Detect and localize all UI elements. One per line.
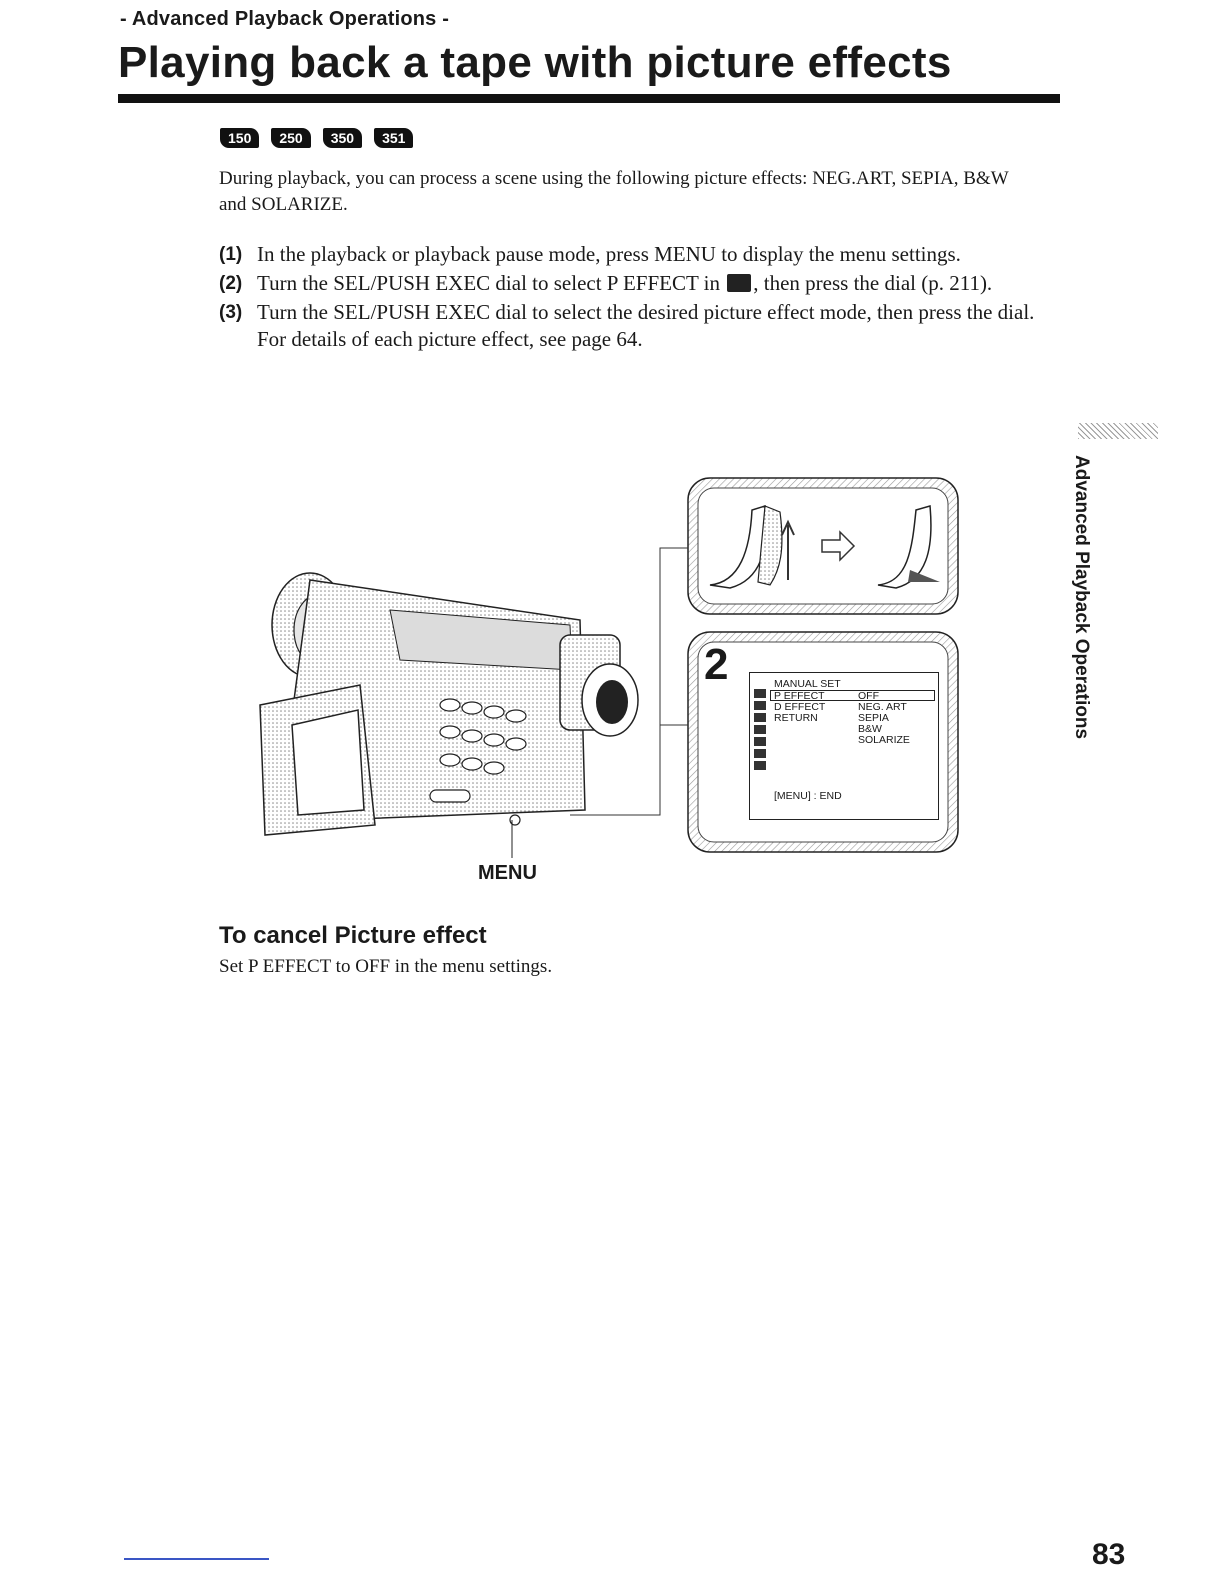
section-header: - Advanced Playback Operations - [120,8,450,30]
step-item [219,270,1049,297]
osd-item: RETURN [774,712,818,724]
page-number: 83 [1092,1538,1126,1571]
lcd-set-icon [754,713,766,722]
step-item [219,241,1049,268]
setup-menu-icon [754,749,766,758]
tape-set-icon [754,737,766,746]
step-text: Turn the SEL/PUSH EXEC dial to select P EFFECT in [257,271,721,295]
camera-set-icon [754,689,766,698]
model-badge: 351 [374,128,413,148]
title-rule [118,94,1060,103]
osd-footer: [MENU] : END [774,790,842,802]
model-badge: 250 [271,128,310,148]
other-icon [754,761,766,770]
osd-items [774,691,825,724]
step-text: Turn the SEL/PUSH EXEC dial to select the desired picture effect mode, then press the dial. [257,300,1035,324]
osd-option: SOLARIZE [858,734,910,746]
page-title: Playing back a tape with picture effects [118,38,952,87]
osd-option: B&W [858,723,882,735]
cancel-heading: To cancel Picture effect [219,922,487,949]
step-2-label: 2 [704,640,729,689]
model-badges [220,128,413,148]
intro-paragraph: During playback, you can process a scene using the following picture effects: NEG.ART, SEPIA, B&W and SOLARIZE. [219,168,1009,215]
side-tab-label: Advanced Playback Operations [1071,455,1092,740]
step-number: (2) [219,273,243,294]
step-note: For details of each picture effect, see page 64. [257,327,643,351]
step-item [219,299,1049,353]
manual-set-menu-icon [727,274,751,292]
menu-button-label: MENU [478,862,537,884]
side-tab-band [1078,423,1158,439]
memory-set-icon [754,725,766,734]
osd-option: OFF [858,690,879,702]
osd-menu-screen [749,672,939,820]
footer-rule [124,1558,269,1560]
osd-option: SEPIA [858,712,889,724]
model-badge: 350 [323,128,362,148]
steps-list [219,241,1049,355]
step-number: (3) [219,302,243,323]
osd-item: P EFFECT [774,690,825,702]
osd-menu-icons [754,689,768,773]
osd-title: MANUAL SET [774,678,841,690]
osd-option: NEG. ART [858,701,907,713]
dial-detail-box [688,478,958,614]
vcr-set-icon [754,701,766,710]
model-badge: 150 [220,128,259,148]
osd-item: D EFFECT [774,701,826,713]
step-text: , then press the dial (p. 211). [753,271,993,295]
osd-options [858,691,910,746]
step-number: (1) [219,244,243,265]
cancel-text: Set P EFFECT to OFF in the menu settings. [219,956,553,977]
step-text: In the playback or playback pause mode, press MENU to display the menu settings. [257,242,961,266]
